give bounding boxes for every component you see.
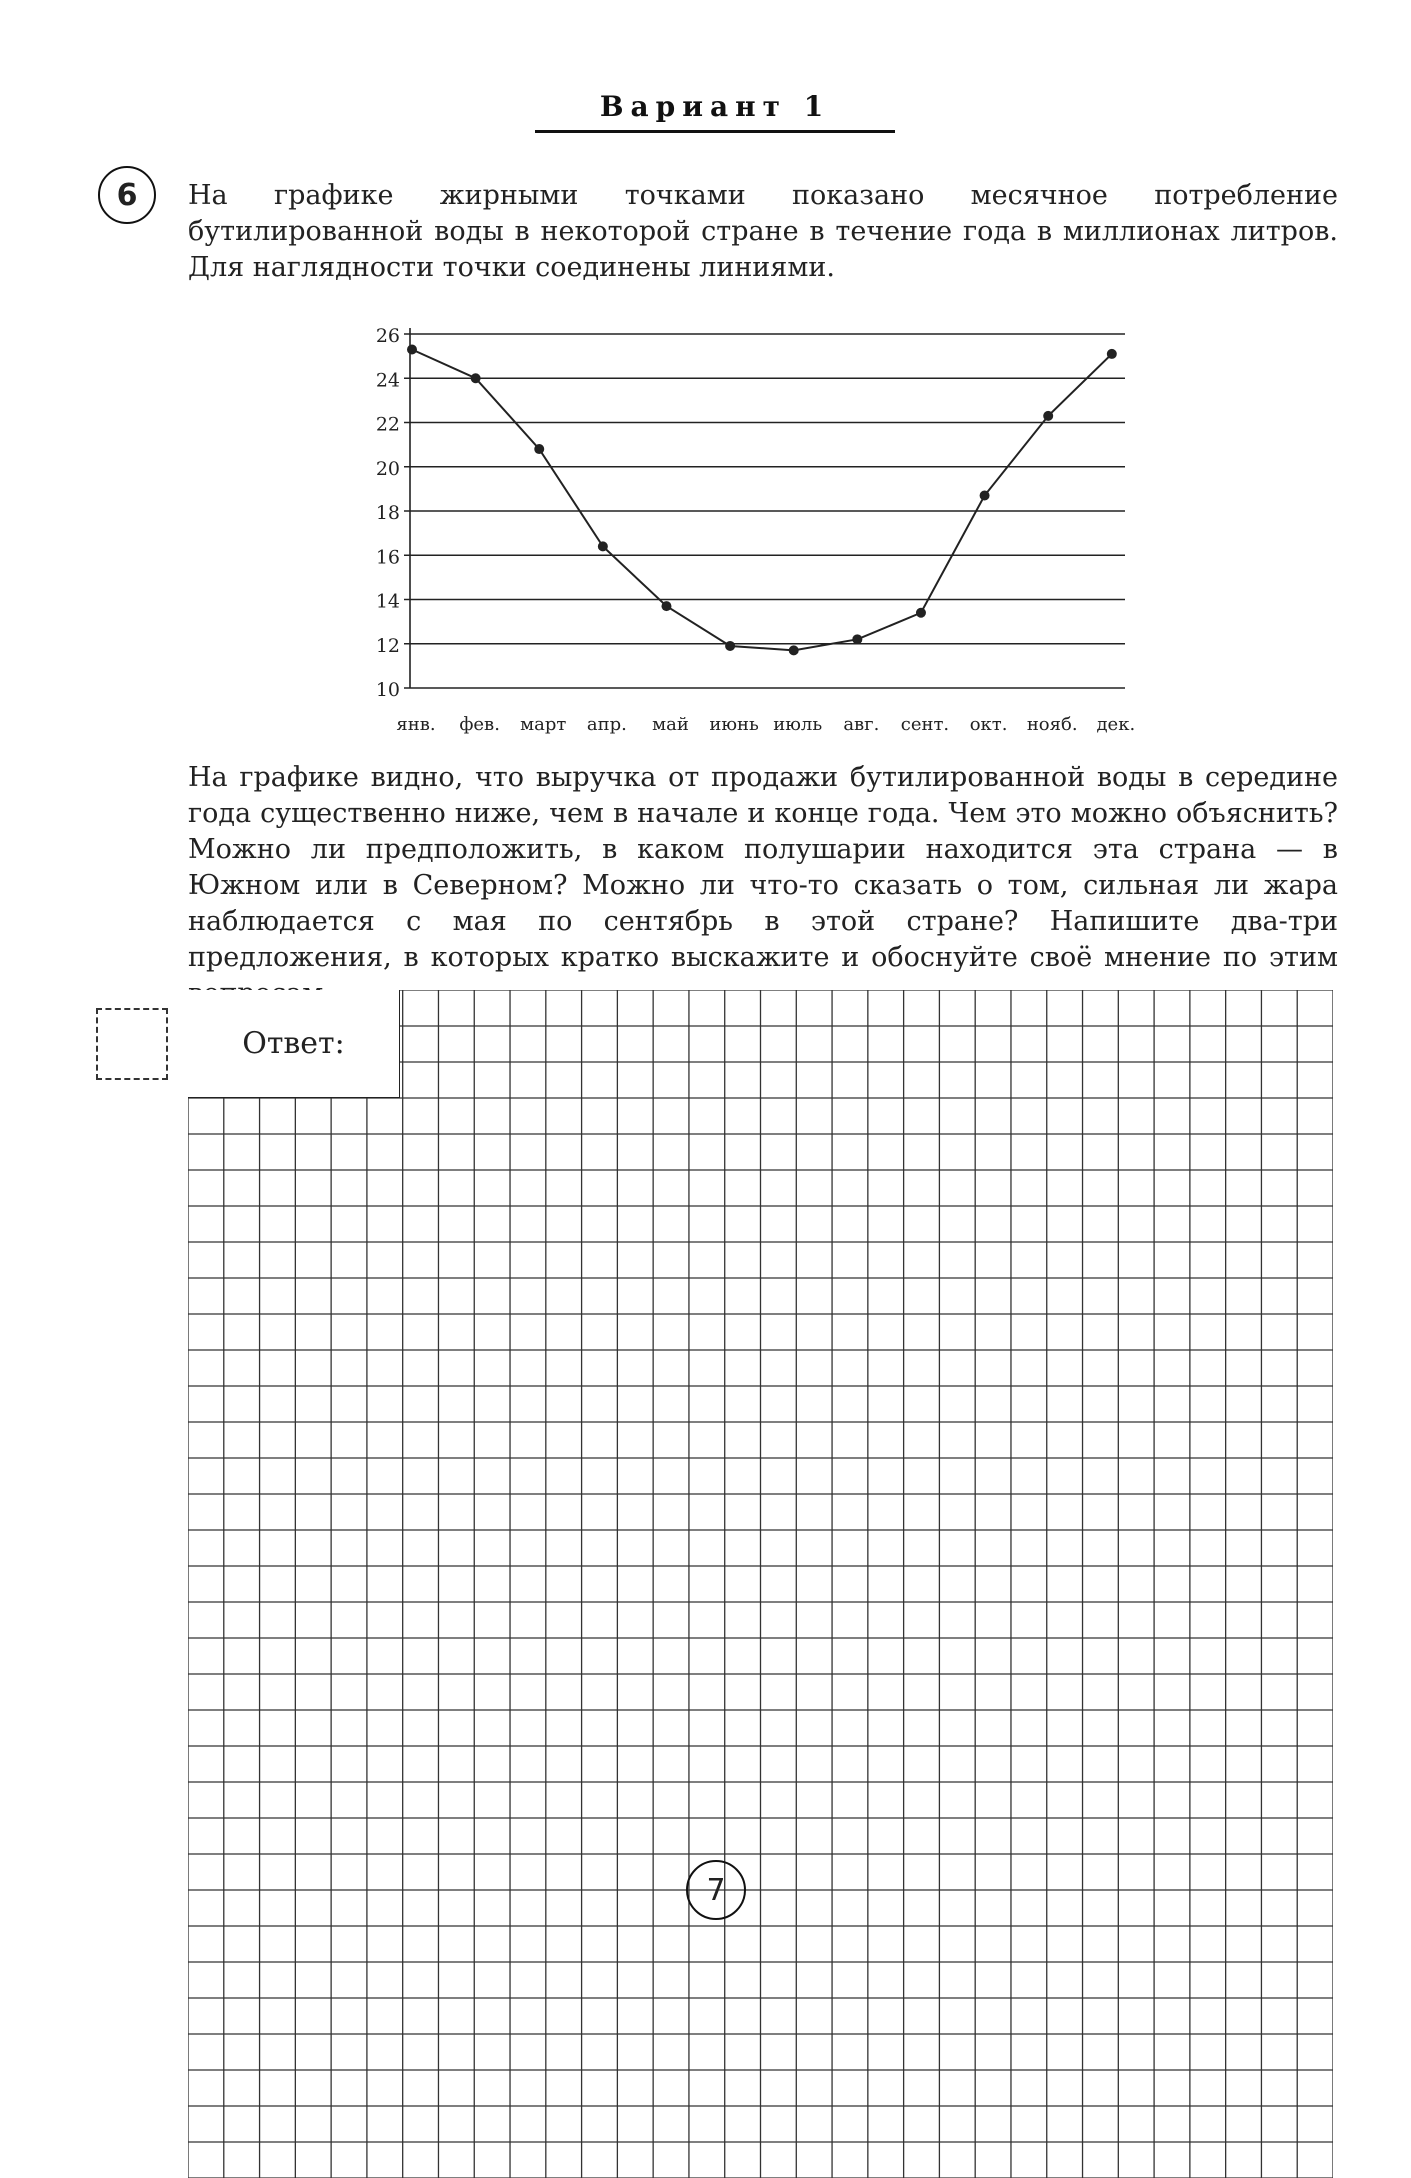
variant-header — [535, 90, 895, 123]
series-line — [412, 349, 1112, 650]
data-point — [980, 491, 990, 501]
data-point — [598, 541, 608, 551]
consumption-chart — [360, 310, 1160, 740]
task-number-badge: 6 — [98, 166, 156, 224]
y-tick-label: 16 — [375, 546, 400, 569]
data-point — [852, 634, 862, 644]
header-underline — [535, 130, 895, 133]
x-tick-label: нояб. — [1026, 714, 1078, 735]
data-point — [661, 601, 671, 611]
y-tick-label: 26 — [375, 325, 400, 347]
x-tick-label: май — [652, 714, 689, 735]
x-tick-label: окт. — [969, 714, 1008, 735]
y-tick-label: 22 — [375, 413, 400, 436]
task-question-text: На графике видно, что выручка от продажи бутилированной воды в середине года существенно ниже, чем в начале и конце года. Чем это можно объяснить? Можно ли предположить, в каком полушарии находится эта страна — в Южном или в Северном? Можно ли что-то сказать о том, сильная ли жара наблюдается с мая по сентябрь в этой стране? Напишите два-три предложения, в которых кратко выскажите и обоснуйте своё мнение по этим — [188, 762, 1338, 973]
x-tick-label: март — [520, 714, 567, 735]
y-tick-label: 14 — [375, 590, 400, 613]
y-tick-label: 10 — [375, 679, 400, 701]
data-point — [916, 608, 926, 618]
score-box[interactable] — [96, 1008, 168, 1080]
y-tick-label: 20 — [375, 457, 400, 480]
task-intro-text: На графике жирными точками показано месячное потребление бутилированной воды в некоторой стране в течение года в миллионах литров. Для наглядности точки соединены линиями. — [188, 180, 1338, 283]
x-tick-label: дек. — [1096, 714, 1136, 735]
y-tick-label: 24 — [375, 369, 400, 392]
y-tick-label: 18 — [375, 502, 400, 524]
x-tick-label: июль — [773, 714, 823, 735]
data-point — [407, 344, 417, 354]
data-point — [725, 641, 735, 651]
chart-canvas — [360, 310, 1160, 740]
page-number: 7 — [686, 1860, 746, 1920]
y-tick-label: 12 — [375, 634, 400, 657]
data-point — [534, 444, 544, 454]
x-tick-label: июнь — [709, 714, 759, 735]
answer-label: Ответ: — [242, 1026, 345, 1061]
x-tick-label: апр. — [586, 714, 627, 735]
data-point — [471, 373, 481, 383]
x-tick-label: янв. — [396, 714, 436, 735]
x-tick-label: фев. — [459, 714, 500, 735]
data-point — [1107, 349, 1117, 359]
data-point — [789, 645, 799, 655]
answer-label-box — [188, 990, 400, 1098]
x-tick-label: авг. — [843, 714, 880, 735]
data-point — [1043, 411, 1053, 421]
variant-title: Вариант 1 — [599, 90, 831, 123]
x-tick-label: сент. — [900, 714, 950, 735]
